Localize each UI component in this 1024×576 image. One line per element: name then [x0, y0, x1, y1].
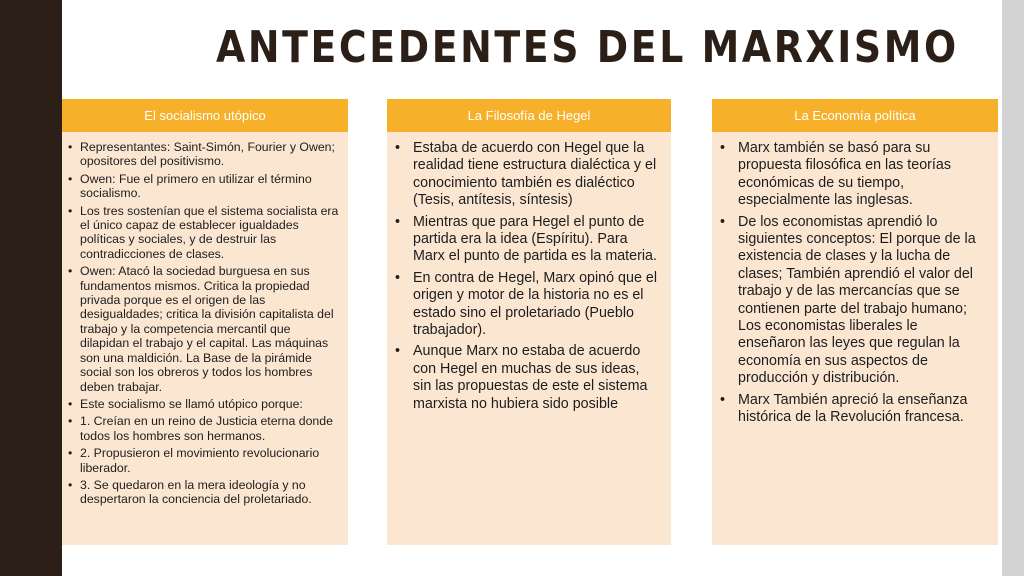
- bullet-item: • Estaba de acuerdo con Hegel que la realidad tiene estructura dialéctica y el conocimiento también es dialéctico (Tesis, antítesis, síntesis): [395, 140, 661, 210]
- column-body: [387, 132, 671, 545]
- bullet-item: • 1. Creían en un reino de Justicia eterna donde todos los hombres son hermanos.: [68, 414, 340, 443]
- column-socialismo-utopico: [62, 99, 348, 545]
- bullet-item: • 3. Se quedaron en la mera ideología y no despertaron la conciencia del proletariado.: [68, 478, 340, 507]
- bullet-item: • Mientras que para Hegel el punto de partida era la idea (Espíritu). Para Marx el punto de partida es la materia.: [395, 214, 661, 266]
- slide-title: ANTECEDENTES DEL MARXISMO: [216, 22, 959, 73]
- bullet-item: • Aunque Marx no estaba de acuerdo con Hegel en muchas de sus ideas, sin las propuestas de este el sistema marxista no hubiera sido posible: [395, 343, 661, 413]
- column-body: [62, 132, 348, 545]
- bullet-item: • Marx también se basó para su propuesta filosófica en las teorías económicas de su tiempo, especialmente las inglesas.: [720, 140, 988, 210]
- bullet-item: • En contra de Hegel, Marx opinó que el origen y motor de la historia no es el estado sino el proletariado (Pueblo trabajador).: [395, 270, 661, 340]
- bullet-item: • Representantes: Saint-Simón, Fourier y Owen; opositores del positivismo.: [68, 140, 340, 169]
- column-body: [712, 132, 998, 545]
- slide-canvas: [62, 0, 1002, 576]
- bullet-item: • Owen: Atacó la sociedad burguesa en sus fundamentos mismos. Critica la propiedad privada porque es el origen de las desigualdades; critica la división capitalista del trabajo y la competencia mercantil que dilapidan el trabajo y el capital. Las máquinas son una maldición. La Base de la pirámide social son los obreros y todos los hombres deben trabajar.: [68, 264, 340, 394]
- bullet-list: [395, 140, 661, 413]
- bullet-item: • Owen: Fue el primero en utilizar el término socialismo.: [68, 172, 340, 201]
- bullet-item: • Este socialismo se llamó utópico porque:: [68, 397, 340, 411]
- right-decorative-band: [1002, 0, 1024, 576]
- column-header: La Economía política: [712, 99, 998, 132]
- column-economia-politica: [712, 99, 998, 545]
- bullet-item: • 2. Propusieron el movimiento revolucionario liberador.: [68, 446, 340, 475]
- bullet-item: • Los tres sostenían que el sistema socialista era el único capaz de establecer igualdades políticas y sociales, y de destruir las contradicciones de clases.: [68, 204, 340, 262]
- bullet-list: [68, 140, 340, 507]
- left-decorative-band: [0, 0, 62, 576]
- column-filosofia-hegel: [387, 99, 671, 545]
- column-header: El socialismo utópico: [62, 99, 348, 132]
- bullet-list: [720, 140, 988, 427]
- bullet-item: • Marx También apreció la enseñanza histórica de la Revolución francesa.: [720, 392, 988, 427]
- column-header: La Filosofía de Hegel: [387, 99, 671, 132]
- bullet-item: • De los economistas aprendió lo siguientes conceptos: El porque de la existencia de clases y la lucha de clases; También aprendió el valor del trabajo y de las mercancías que se contienen parte del trabajo humano; Los economistas liberales le enseñaron las leyes que regulan la economía en sus aspectos de producción y distribución.: [720, 214, 988, 388]
